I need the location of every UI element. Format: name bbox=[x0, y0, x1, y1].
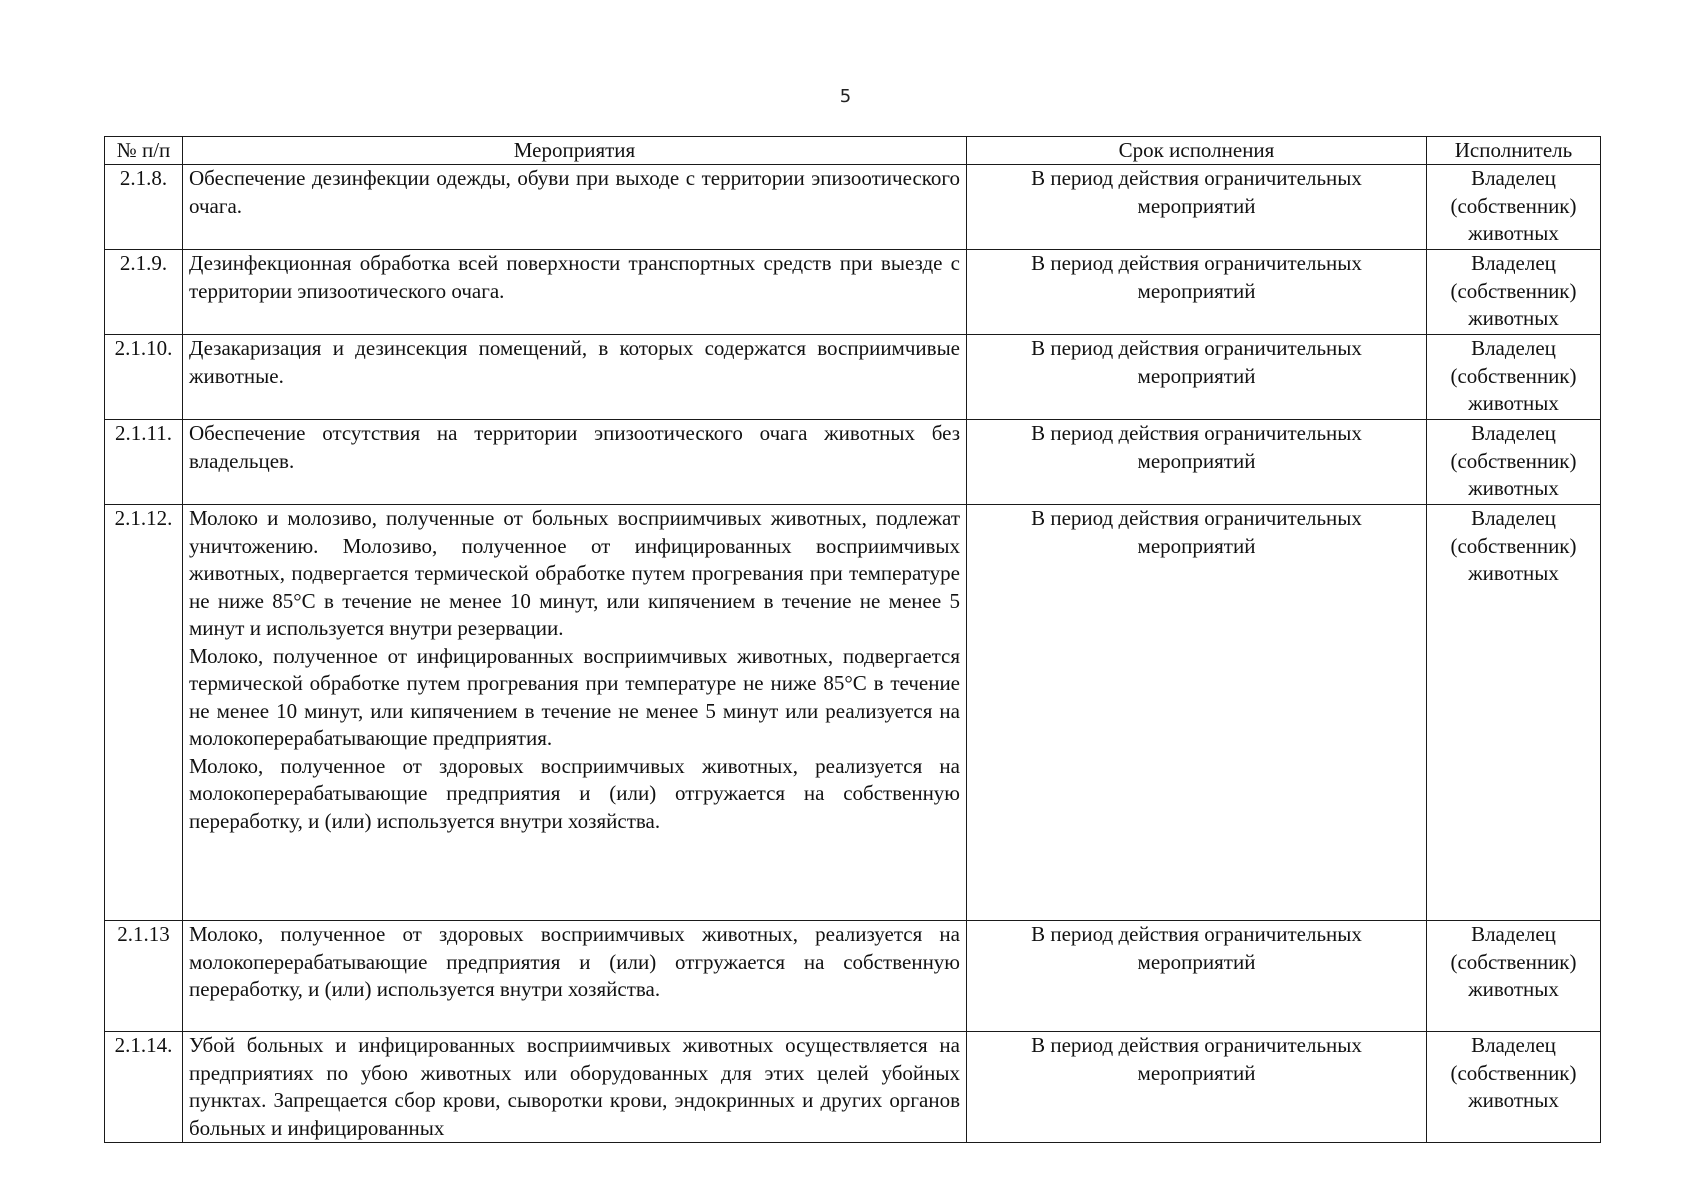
header-measures: Мероприятия bbox=[183, 137, 967, 165]
row-number: 2.1.8. bbox=[105, 165, 183, 250]
executor-line: животных bbox=[1468, 1088, 1559, 1112]
row-number: 2.1.11. bbox=[105, 420, 183, 505]
executor-line: (собственник) bbox=[1450, 448, 1577, 473]
table-row bbox=[105, 250, 1601, 335]
executor-cell bbox=[1427, 505, 1601, 921]
executor-line: животных bbox=[1468, 221, 1559, 245]
executor-line: (собственник) bbox=[1450, 949, 1577, 974]
table-row bbox=[105, 420, 1601, 505]
executor-cell bbox=[1427, 1032, 1601, 1143]
deadline-line: В период действия ограничительных bbox=[1031, 506, 1362, 530]
executor-line: (собственник) bbox=[1450, 363, 1577, 388]
executor-line: (собственник) bbox=[1450, 533, 1577, 558]
measures-table bbox=[104, 136, 1601, 1143]
deadline-line: В период действия ограничительных bbox=[1031, 166, 1362, 190]
row-number: 2.1.13 bbox=[105, 921, 183, 1032]
measure-paragraph: Обеспечение дезинфекции одежды, обуви при выходе с территории эпизоотического очага. bbox=[189, 166, 960, 218]
measure-paragraph: Дезинфекционная обработка всей поверхности транспортных средств при выезде с территории эпизоотического очага. bbox=[189, 251, 960, 303]
measure-cell bbox=[183, 335, 967, 420]
deadline-line: В период действия ограничительных bbox=[1031, 922, 1362, 946]
deadline-line: В период действия ограничительных bbox=[1031, 336, 1362, 360]
measure-paragraph: Молоко, полученное от инфицированных восприимчивых животных, подвергается термической обработке путем прогревания при температуре не ниже 85°С в течение не менее 10 минут, или кипячением в течение не менее 5 минут или реализуется на молокоперерабатывающие предприятия. bbox=[189, 643, 960, 750]
executor-line: животных bbox=[1468, 476, 1559, 500]
executor-line: животных bbox=[1468, 306, 1559, 330]
executor-cell bbox=[1427, 165, 1601, 250]
executor-line: Владелец bbox=[1471, 922, 1556, 946]
executor-cell bbox=[1427, 335, 1601, 420]
deadline-line: мероприятий bbox=[1137, 1060, 1256, 1085]
executor-line: животных bbox=[1468, 977, 1559, 1001]
measure-cell bbox=[183, 250, 967, 335]
deadline-cell bbox=[967, 335, 1427, 420]
executor-line: животных bbox=[1468, 561, 1559, 585]
executor-cell bbox=[1427, 250, 1601, 335]
executor-line: (собственник) bbox=[1450, 1060, 1577, 1085]
deadline-line: мероприятий bbox=[1137, 448, 1256, 473]
deadline-cell bbox=[967, 250, 1427, 335]
deadline-line: мероприятий bbox=[1137, 533, 1256, 558]
deadline-line: мероприятий bbox=[1137, 363, 1256, 388]
executor-cell bbox=[1427, 921, 1601, 1032]
deadline-line: В период действия ограничительных bbox=[1031, 1033, 1362, 1057]
table-row bbox=[105, 165, 1601, 250]
deadline-line: мероприятий bbox=[1137, 949, 1256, 974]
executor-line: Владелец bbox=[1471, 336, 1556, 360]
measure-paragraph: Обеспечение отсутствия на территории эпизоотического очага животных без владельцев. bbox=[189, 421, 960, 473]
table-row bbox=[105, 921, 1601, 1032]
table-row bbox=[105, 1032, 1601, 1143]
deadline-line: мероприятий bbox=[1137, 278, 1256, 303]
table-header-row bbox=[105, 137, 1601, 165]
row-number: 2.1.9. bbox=[105, 250, 183, 335]
table-row bbox=[105, 335, 1601, 420]
measure-cell bbox=[183, 1032, 967, 1143]
page-number: 5 bbox=[839, 86, 852, 107]
deadline-line: мероприятий bbox=[1137, 193, 1256, 218]
row-number: 2.1.14. bbox=[105, 1032, 183, 1143]
executor-line: (собственник) bbox=[1450, 193, 1577, 218]
deadline-line: В период действия ограничительных bbox=[1031, 251, 1362, 275]
deadline-cell bbox=[967, 921, 1427, 1032]
executor-cell bbox=[1427, 420, 1601, 505]
measure-cell bbox=[183, 921, 967, 1032]
deadline-cell bbox=[967, 505, 1427, 921]
measure-cell bbox=[183, 420, 967, 505]
measure-paragraph: Дезакаризация и дезинсекция помещений, в которых содержатся восприимчивые животные. bbox=[189, 336, 960, 388]
measure-paragraph: Убой больных и инфицированных восприимчивых животных осуществляется на предприятиях по убою животных или оборудованных для этих целей убойных пунктах. Запрещается сбор крови, сыворотки крови, эндокринных и других органов больных и инфицированных bbox=[189, 1033, 960, 1140]
row-number: 2.1.12. bbox=[105, 505, 183, 921]
executor-line: Владелец bbox=[1471, 1033, 1556, 1057]
measure-paragraph: Молоко, полученное от здоровых восприимчивых животных, реализуется на молокоперерабатывающие предприятия и (или) отгружается на собственную переработку, и (или) используется внутри хозяйства. bbox=[189, 753, 960, 833]
measure-cell bbox=[183, 505, 967, 921]
header-number: № п/п bbox=[105, 137, 183, 165]
executor-line: животных bbox=[1468, 391, 1559, 415]
executor-line: Владелец bbox=[1471, 166, 1556, 190]
deadline-cell bbox=[967, 420, 1427, 505]
measure-paragraph: Молоко, полученное от здоровых восприимчивых животных, реализуется на молокоперерабатывающие предприятия и (или) отгружается на собственную переработку, и (или) используется внутри хозяйства. bbox=[189, 922, 960, 1001]
deadline-line: В период действия ограничительных bbox=[1031, 421, 1362, 445]
executor-line: Владелец bbox=[1471, 421, 1556, 445]
executor-line: Владелец bbox=[1471, 506, 1556, 530]
executor-line: (собственник) bbox=[1450, 278, 1577, 303]
deadline-cell bbox=[967, 1032, 1427, 1143]
measure-cell bbox=[183, 165, 967, 250]
executor-line: Владелец bbox=[1471, 251, 1556, 275]
header-executor: Исполнитель bbox=[1427, 137, 1601, 165]
table-row bbox=[105, 505, 1601, 921]
deadline-cell bbox=[967, 165, 1427, 250]
measure-paragraph: Молоко и молозиво, полученные от больных восприимчивых животных, подлежат уничтожению. Молозиво, полученное от инфицированных восприимчивых животных, подвергается термической обработке путем прогревания при температуре не ниже 85°С в течение не менее 10 минут, или кипячением в течение не менее 5 минут и используется внутри резервации. bbox=[189, 506, 960, 640]
header-deadline: Срок исполнения bbox=[967, 137, 1427, 165]
row-number: 2.1.10. bbox=[105, 335, 183, 420]
